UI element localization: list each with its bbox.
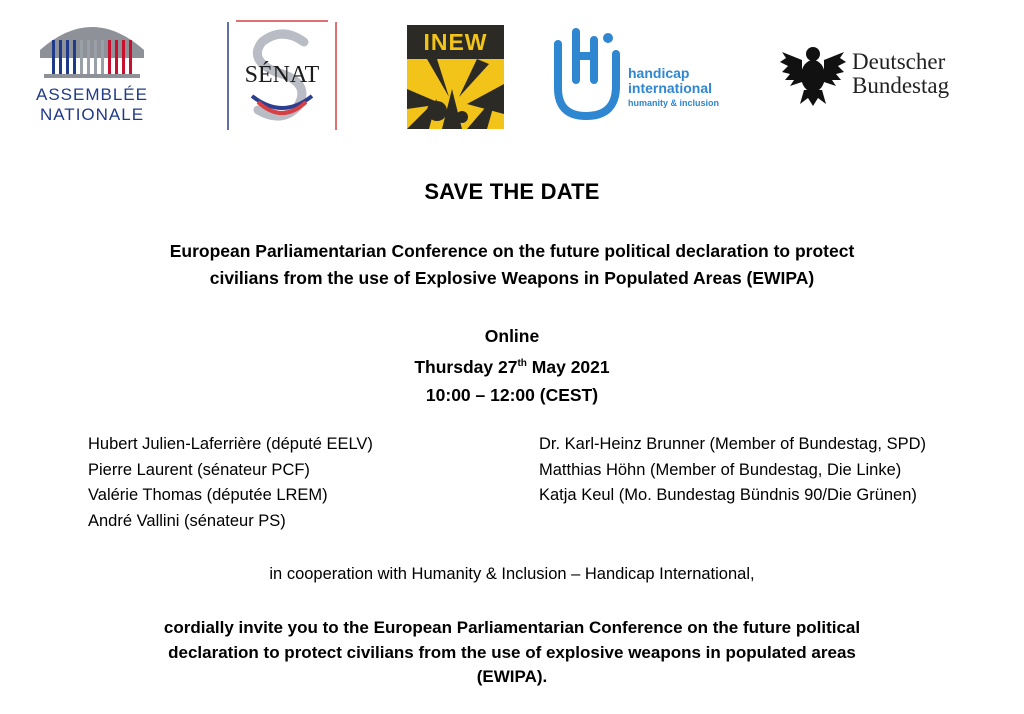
invitation-text	[0, 616, 1024, 690]
host-name: André Vallini (sénateur PS)	[88, 511, 286, 530]
host-name: Dr. Karl-Heinz Brunner (Member of Bundestag, SPD)	[539, 435, 926, 453]
cooperation-note: in cooperation with Humanity & Inclusion – Handicap International,	[269, 565, 755, 583]
save-the-date-heading: SAVE THE DATE	[424, 179, 600, 204]
host-name: Matthias Höhn (Member of Bundestag, Die Linke)	[539, 460, 902, 479]
invitation-line3: (EWIPA).	[476, 667, 548, 686]
event-format: Online	[484, 326, 540, 346]
host-name: Hubert Julien-Laferrière (député EELV)	[88, 435, 373, 453]
eagle-icon	[780, 42, 846, 108]
host-name: Katja Keul (Mo. Bundestag Bündnis 90/Die Grünen)	[539, 486, 917, 504]
inew-text: INEW	[423, 29, 488, 55]
event-date	[0, 350, 1024, 381]
host-name: Pierre Laurent (sénateur PCF)	[88, 460, 310, 479]
explosion-icon	[407, 59, 504, 129]
event-details	[0, 322, 1024, 409]
event-time: 10:00 – 12:00 (CEST)	[425, 385, 599, 405]
host-name: Valérie Thomas (députée LREM)	[88, 486, 328, 504]
assemblee-nationale-logo	[32, 10, 152, 125]
bundestag-line2: Bundestag	[852, 73, 950, 98]
conference-title-line2: civilians from the use of Explosive Weapons in Populated Areas (EWIPA)	[209, 268, 815, 288]
bundestag-logo	[780, 42, 980, 108]
invitation-line1: cordially invite you to the European Parliamentarian Conference on the future political	[163, 618, 861, 637]
hand-icon	[550, 26, 622, 121]
hosts-left-list	[88, 432, 373, 534]
assemblee-line2: NATIONALE	[39, 105, 145, 124]
inew-logo	[407, 25, 504, 129]
senat-text: SÉNAT	[244, 62, 320, 88]
bundestag-line1: Deutscher	[852, 49, 946, 74]
hi-tagline: humanity & inclusion	[628, 98, 720, 108]
conference-title	[0, 238, 1024, 292]
event-date-rest: May 2021	[526, 357, 610, 377]
hosts-right-list	[539, 432, 926, 509]
handicap-international-logo	[550, 26, 740, 121]
conference-title-line1: European Parliamentarian Conference on the future political declaration to protect	[169, 241, 855, 261]
event-date-day: Thursday 27	[414, 357, 518, 377]
senat-logo	[226, 20, 338, 132]
event-date-suffix: th	[517, 358, 527, 369]
assemblee-building-icon	[32, 10, 152, 80]
hi-line2: international	[628, 80, 713, 96]
hi-line1: handicap	[628, 65, 690, 81]
assemblee-line1: ASSEMBLÉE	[36, 85, 148, 104]
invitation-line2: declaration to protect civilians from the use of explosive weapons in populated areas	[168, 642, 856, 662]
